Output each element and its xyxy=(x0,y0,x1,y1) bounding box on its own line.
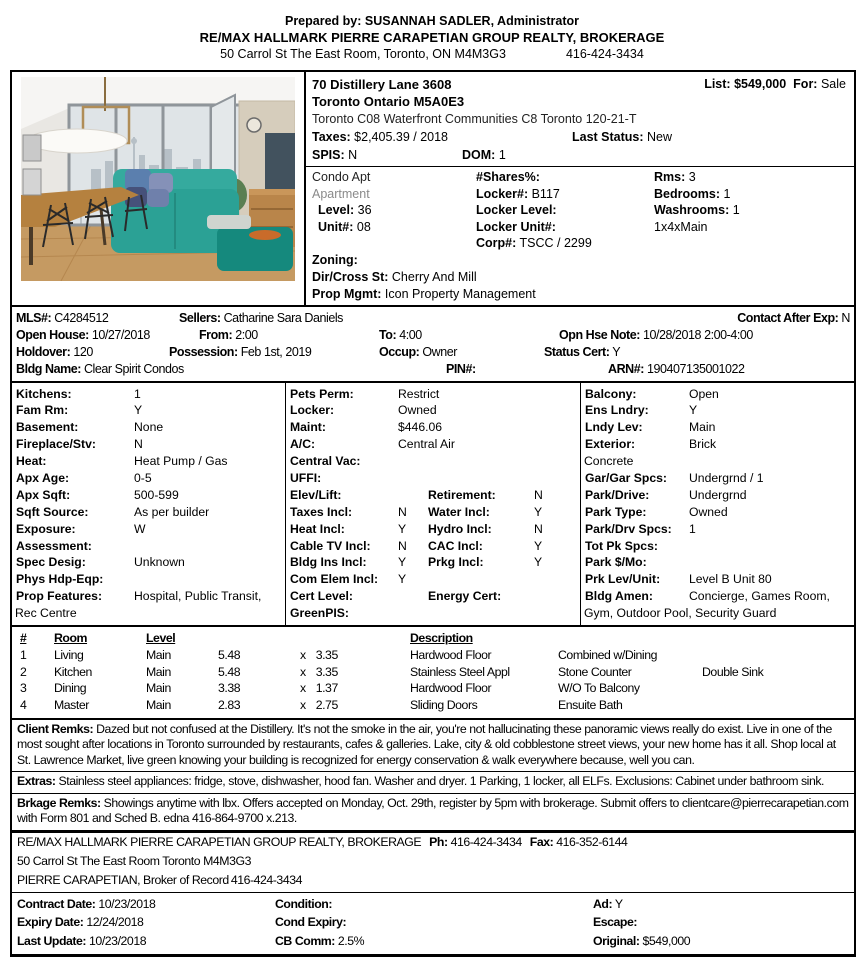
field-value: Y xyxy=(398,521,407,536)
dom-value: 1 xyxy=(498,148,506,162)
corp-label: Corp#: xyxy=(476,236,517,250)
field-value: As per builder xyxy=(134,504,210,519)
field-label: Elev/Lift: xyxy=(290,487,342,502)
field-value: Y xyxy=(534,538,543,553)
to-label: To: xyxy=(379,327,397,342)
field-label: UFFI: xyxy=(290,470,322,485)
field-label: Ens Lndry: xyxy=(585,403,649,418)
property-address: 70 Distillery Lane 3608 xyxy=(312,77,452,92)
open-house-value: 10/27/2018 xyxy=(91,327,150,342)
contract-dates-block xyxy=(12,892,854,955)
taxes-label: Taxes: xyxy=(312,130,351,144)
list-price-group xyxy=(704,76,846,93)
condo-style: Apartment xyxy=(312,186,370,201)
last-status-field xyxy=(572,128,672,146)
dom-label: DOM: xyxy=(462,148,496,162)
arn-value: 190407135001022 xyxy=(646,361,745,376)
table-row: 3 Dining Main 3.38 x 1.37 Hardwood Floor W/O To Balcony xyxy=(20,681,640,696)
field-value: Y xyxy=(398,555,407,570)
field-label: Fam Rm: xyxy=(16,403,69,418)
divider xyxy=(306,166,854,167)
from-value: 2:00 xyxy=(235,327,258,342)
for-value: Sale xyxy=(820,77,846,91)
field-value: N xyxy=(398,538,407,553)
field-value xyxy=(398,487,428,504)
mls-row xyxy=(16,327,850,344)
open-house-label: Open House: xyxy=(16,327,89,342)
field-value: Y xyxy=(534,555,543,570)
details-middle-column xyxy=(285,383,580,625)
footer-address-line: 50 Carrol St The East Room Toronto M4M3G3 xyxy=(17,853,251,868)
last-status-label: Last Status: xyxy=(572,130,644,144)
client-remarks-text: Dazed but not confused at the Distillery. It's not the smoke in the air, you're not hallucinating these panoramic views really do exist. Live in one of the most sought after locations in Toronto surrounded by restaurants, cafes & galleries. Lake, city & old cobblestone street views, your new home has it all. Shop local at St. Lawrence Market, live green knowing your building is recognized for energy conservation & walk everywhere because, well you can. xyxy=(17,721,836,767)
footer-brokerage-line xyxy=(12,833,854,852)
extras-label: Extras: xyxy=(17,774,56,789)
arn-label: ARN#: xyxy=(608,361,644,376)
field-label: Prk Lev/Unit: xyxy=(585,572,661,587)
holdover-label: Holdover: xyxy=(16,344,71,359)
bedrooms-value: 1 xyxy=(723,186,731,201)
field-label: Lndy Lev: xyxy=(585,420,643,435)
field-label: CAC Incl: xyxy=(428,538,483,553)
footer-agent-line xyxy=(12,871,854,890)
field-value-continuation: Gym, Outdoor Pool, Security Guard xyxy=(584,606,777,621)
field-label: Kitchens: xyxy=(16,386,72,401)
last-status-value: New xyxy=(647,130,673,144)
fax-label: Fax: xyxy=(529,834,554,849)
agent-name: PIERRE CARAPETIAN, Broker of Record xyxy=(17,872,229,887)
mls-row xyxy=(16,344,850,361)
field-value: Level B Unit 80 xyxy=(689,572,772,587)
field-label: Bldg Ins Incl: xyxy=(290,555,367,570)
mls-number-value: C4284512 xyxy=(54,310,109,325)
spis-label: SPIS: xyxy=(312,148,345,162)
field-value: Restrict xyxy=(398,386,440,401)
field-value: Y xyxy=(689,403,698,418)
contract-row: Last Update: 10/23/2018 CB Comm: 2.5% Original: $549,000 xyxy=(17,933,691,948)
extras-text: Stainless steel appliances: fridge, stove, dishwasher, hood fan. Washer and dryer. 1 Parking, 1 locker, all ELFs. Exclusions: Cabinet under bathroom sink. xyxy=(58,774,825,789)
field-value-continuation: Rec Centre xyxy=(15,606,77,621)
field-label: Assessment: xyxy=(16,538,92,553)
field-label: Exterior: xyxy=(585,437,636,452)
field-label: Heat Incl: xyxy=(290,521,345,536)
field-value: Owned xyxy=(689,504,728,519)
locker-no-label: Locker#: xyxy=(476,186,529,201)
field-value: Open xyxy=(689,386,719,401)
field-value: N xyxy=(398,504,407,519)
field-value: Brick xyxy=(689,437,717,452)
dircross-label: Dir/Cross St: xyxy=(312,269,389,284)
column-header-room: Room xyxy=(54,630,88,645)
column-header-description: Description xyxy=(410,630,473,645)
field-label: Pets Perm: xyxy=(290,386,354,401)
sellers-label: Sellers: xyxy=(179,310,221,325)
bldg-name-value: Clear Spirit Condos xyxy=(83,361,184,376)
field-value: Y xyxy=(134,403,143,418)
district-line: Toronto C08 Waterfront Communities C8 Toronto 120-21-T xyxy=(312,112,637,126)
locker-no-value: B117 xyxy=(531,186,560,201)
field-label: Park/Drive: xyxy=(585,487,650,502)
column-header-level: Level xyxy=(146,630,176,645)
locker-level-label: Locker Level: xyxy=(476,203,557,217)
field-value: Unknown xyxy=(134,555,185,570)
status-cert-label: Status Cert: xyxy=(544,344,610,359)
dom-field xyxy=(462,146,506,164)
field-value: 0-5 xyxy=(134,470,152,485)
field-label: Water Incl: xyxy=(428,504,490,519)
unit-label: Unit#: xyxy=(318,219,354,234)
phone-value: 416-424-3434 xyxy=(450,834,522,849)
status-cert-value: Y xyxy=(612,344,621,359)
condo-type: Condo Apt xyxy=(312,170,371,184)
field-value: Main xyxy=(689,420,716,435)
holdover-value: 120 xyxy=(73,344,93,359)
field-value: Undergrnd xyxy=(689,487,747,502)
field-label: Basement: xyxy=(16,420,79,435)
propmgmt-value: Icon Property Management xyxy=(384,286,536,301)
field-value: Heat Pump / Gas xyxy=(134,454,228,469)
details-section xyxy=(12,383,854,627)
field-label: Locker: xyxy=(290,403,335,418)
field-value: Central Air xyxy=(398,437,455,452)
field-value: Concierge, Games Room, xyxy=(689,589,830,604)
field-value: 1 xyxy=(134,386,141,401)
field-label: Park $/Mo: xyxy=(585,555,647,570)
occup-value: Owner xyxy=(422,344,457,359)
field-value: N xyxy=(534,521,543,536)
field-value: None xyxy=(134,420,164,435)
brokerage-phone: 416-424-3434 xyxy=(565,47,644,61)
client-remarks-label: Client Remks: xyxy=(17,721,94,736)
contact-after-exp-label: Contact After Exp: xyxy=(737,310,839,325)
occup-label: Occup: xyxy=(379,344,420,359)
brokerage-remarks xyxy=(12,793,854,830)
field-label: Park Type: xyxy=(585,504,647,519)
to-value: 4:00 xyxy=(399,327,422,342)
brokerage-footer xyxy=(12,830,854,955)
field-value: Hospital, Public Transit, xyxy=(134,589,262,604)
field-label: Energy Cert: xyxy=(428,589,502,604)
spis-field xyxy=(312,146,462,164)
field-label: Tot Pk Spcs: xyxy=(585,538,658,553)
rooms-table-header xyxy=(12,630,854,647)
listing-photo xyxy=(12,72,306,305)
brokerage-name-line: RE/MAX HALLMARK PIERRE CARAPETIAN GROUP REALTY, BROKERAGE xyxy=(199,30,665,45)
unit-value: 08 xyxy=(356,219,371,234)
field-value-continuation: Concrete xyxy=(584,454,634,469)
opn-hse-note-value: 10/28/2018 2:00-4:00 xyxy=(643,327,753,342)
dircross-value: Cherry And Mill xyxy=(391,269,477,284)
remarks-section xyxy=(12,720,854,830)
field-label: Apx Age: xyxy=(16,470,70,485)
footer-brokerage-name: RE/MAX HALLMARK PIERRE CARAPETIAN GROUP REALTY, BROKERAGE xyxy=(17,834,422,849)
agent-phone: 416-424-3434 xyxy=(230,872,302,887)
sellers-value: Catharine Sara Daniels xyxy=(223,310,343,325)
contract-row: Expiry Date: 12/24/2018 Cond Expiry: Escape: xyxy=(17,915,638,930)
taxes-field xyxy=(312,128,572,146)
level-label: Level: xyxy=(318,203,355,217)
field-label: Park/Drv Spcs: xyxy=(585,521,672,536)
bedrooms-label: Bedrooms: xyxy=(654,186,720,201)
possession-label: Possession: xyxy=(169,344,238,359)
field-label: Sqft Source: xyxy=(16,504,89,519)
washrooms-value: 1 xyxy=(732,203,740,217)
field-label: Cert Level: xyxy=(290,589,353,604)
washroom-detail: 1x4xMain xyxy=(654,219,708,234)
field-label: Maint: xyxy=(290,420,326,435)
field-label: Exposure: xyxy=(16,521,76,536)
field-label: Balcony: xyxy=(585,386,637,401)
field-label: Apx Sqft: xyxy=(16,487,71,502)
field-label: Bldg Amen: xyxy=(585,589,653,604)
opn-hse-note-label: Opn Hse Note: xyxy=(559,327,640,342)
list-price: $549,000 xyxy=(734,77,787,91)
condo-type-grid xyxy=(312,169,846,252)
top-section xyxy=(12,72,854,307)
table-row: 4 Master Main 2.83 x 2.75 Sliding Doors Ensuite Bath xyxy=(20,698,623,713)
level-value: 36 xyxy=(357,203,372,217)
field-value: W xyxy=(134,521,146,536)
field-label: Taxes Incl: xyxy=(290,504,353,519)
field-label: Phys Hdp-Eqp: xyxy=(16,572,104,587)
field-label: Fireplace/Stv: xyxy=(16,437,96,452)
corp-value: TSCC / 2299 xyxy=(519,236,592,250)
brokerage-remarks-text: Showings anytime with lbx. Offers accepted on Monday, Oct. 29th, register by 5pm with brokerage. Submit offers to clientcare@pierrecarapetian.com with Form 801 and Sched B. edna 416-864-9700 x.213. xyxy=(17,795,849,826)
field-label: Cable TV Incl: xyxy=(290,538,371,553)
fax-value: 416-352-6144 xyxy=(556,834,628,849)
field-label: Central Vac: xyxy=(290,454,361,469)
possession-value: Feb 1st, 2019 xyxy=(240,344,312,359)
table-row: 1 Living Main 5.48 x 3.35 Hardwood Floor Combined w/Dining xyxy=(20,647,657,662)
field-value: 500-599 xyxy=(134,487,179,502)
property-city: Toronto Ontario M5A0E3 xyxy=(312,94,465,109)
brokerage-address-line xyxy=(0,46,864,63)
contract-row: Contract Date: 10/23/2018 Condition: Ad: Y xyxy=(17,896,623,911)
zoning-label: Zoning: xyxy=(312,252,358,267)
field-label: Spec Desig: xyxy=(16,555,86,570)
property-summary xyxy=(306,72,854,305)
mls-row xyxy=(16,310,850,327)
field-value: N xyxy=(134,437,143,452)
field-label: Retirement: xyxy=(428,487,496,502)
mls-number-label: MLS#: xyxy=(16,310,52,325)
field-value: $446.06 xyxy=(398,420,443,435)
contact-after-exp-value: N xyxy=(841,310,850,325)
field-value: N xyxy=(534,487,543,502)
field-label: Gar/Gar Spcs: xyxy=(585,470,667,485)
pin-label: PIN#: xyxy=(446,361,476,376)
field-label: A/C: xyxy=(290,437,316,452)
extras-remarks xyxy=(12,771,854,793)
for-label: For: xyxy=(793,77,818,91)
field-value: Undergrnd / 1 xyxy=(689,470,764,485)
field-label: Prkg Incl: xyxy=(428,555,484,570)
rooms-value: 3 xyxy=(688,170,696,184)
prepared-by-line: Prepared by: SUSANNAH SADLER, Administrator xyxy=(284,14,580,28)
details-left-column xyxy=(12,383,285,625)
bldg-name-label: Bldg Name: xyxy=(16,361,81,376)
propmgmt-label: Prop Mgmt: xyxy=(312,286,382,301)
field-label: Heat: xyxy=(16,454,47,469)
phone-label: Ph: xyxy=(429,834,448,849)
brokerage-address: 50 Carrol St The East Room, Toronto, ON M4M3G3 xyxy=(220,47,506,61)
listing-body xyxy=(10,70,856,957)
brokerage-remarks-label: Brkage Remks: xyxy=(17,795,101,810)
from-label: From: xyxy=(199,327,233,342)
table-row: 2 Kitchen Main 5.48 x 3.35 Stainless Steel Appl Stone Counter Double Sink xyxy=(20,664,764,679)
field-label: Prop Features: xyxy=(16,589,103,604)
taxes-value: $2,405.39 / 2018 xyxy=(354,130,449,144)
field-value: Y xyxy=(534,504,543,519)
list-label: List: xyxy=(704,77,731,91)
field-value: 1 xyxy=(689,521,696,536)
client-remarks xyxy=(12,720,854,772)
mls-row xyxy=(16,361,850,378)
field-label: Hydro Incl: xyxy=(428,521,492,536)
rooms-label: Rms: xyxy=(654,170,686,184)
column-header-num: # xyxy=(20,630,27,645)
rooms-section xyxy=(12,627,854,720)
mls-info-section xyxy=(12,307,854,383)
washrooms-label: Washrooms: xyxy=(654,203,730,217)
field-value: Owned xyxy=(398,403,437,418)
field-label: GreenPIS: xyxy=(290,606,349,621)
condo-interior-photo xyxy=(21,77,295,281)
spis-value: N xyxy=(348,148,358,162)
shares-label: #Shares%: xyxy=(476,170,540,184)
preparer-header xyxy=(0,0,864,63)
field-value xyxy=(398,588,428,605)
field-label: Com Elem Incl: xyxy=(290,572,379,587)
details-right-column xyxy=(580,383,854,625)
field-value: Y xyxy=(398,572,407,587)
locker-unit-label: Locker Unit#: xyxy=(476,219,556,234)
